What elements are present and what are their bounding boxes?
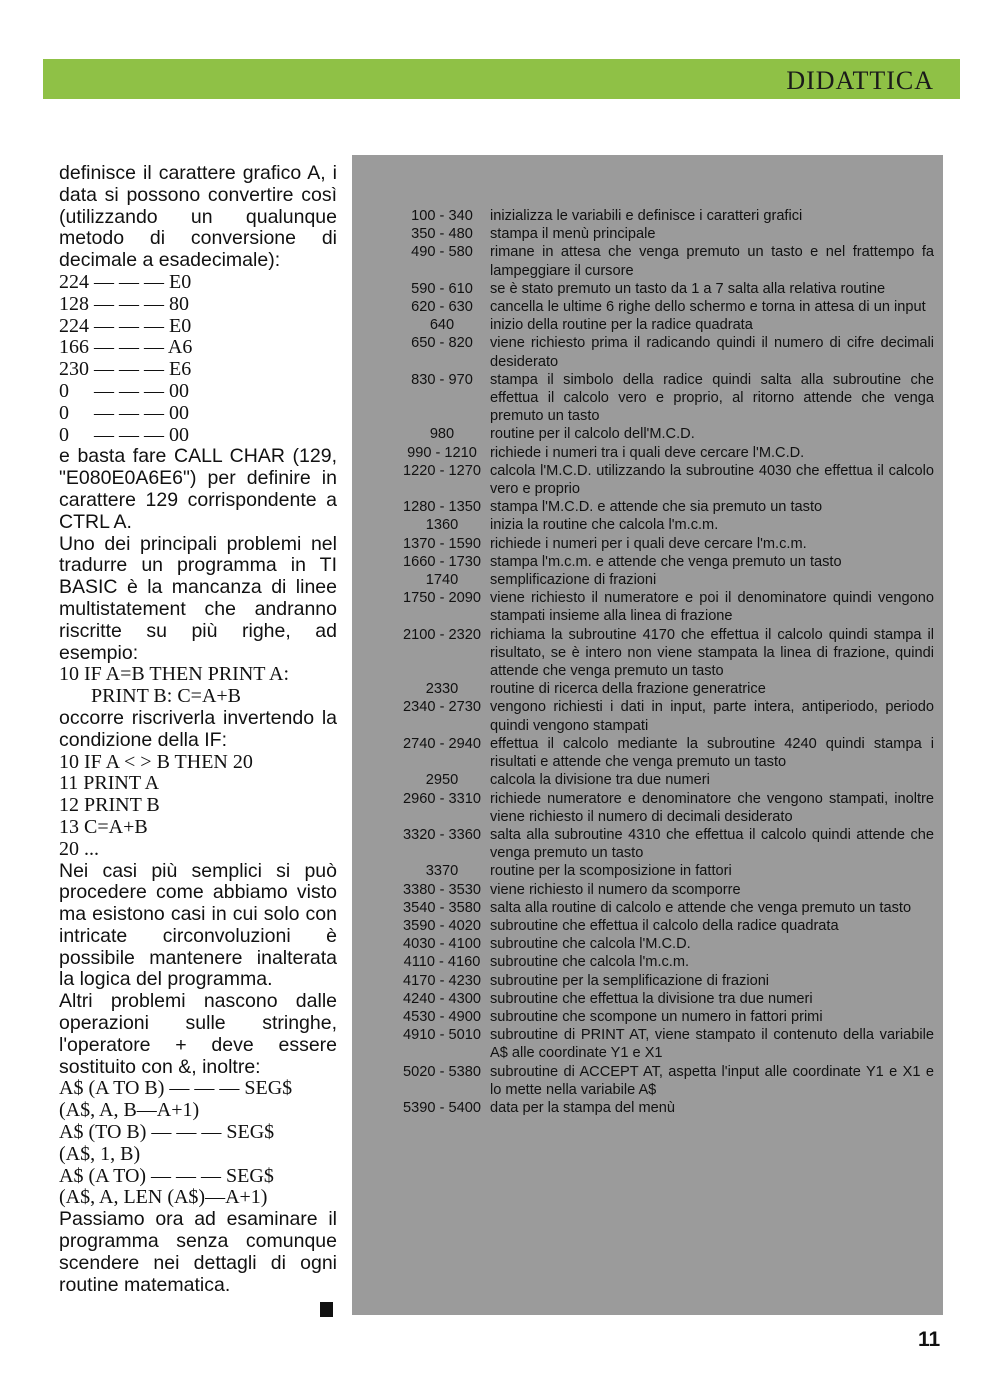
line-range: 4110 - 4160 [403,954,481,971]
routine-description: subroutine per la semplificazione di frazioni [490,972,770,989]
routine-row [394,243,934,279]
code-line: A$ (A TO) — — — SEG$ [59,1164,274,1187]
paragraph-simple-cases: Nei casi più semplici si può procedere come abbiamo visto ma esistono casi in cui solo con intricate circonvoluzioni è possibile mantenere inalterata la logica del programma. [59,859,337,991]
routine-row [394,790,934,826]
routine-description: inizia la routine che calcola l'm.c.m. [490,517,719,534]
line-range: 100 - 340 [411,208,473,224]
routine-description: stampa l'm.c.m. e attende che venga premuto un tasto [490,553,842,570]
conversion-line: 224 — — — E0 [59,314,192,337]
line-range: 490 - 580 [411,244,473,261]
line-range: 640 [429,317,455,334]
routine-row [394,371,934,426]
line-range: 4530 - 4900 [403,1008,481,1025]
line-range: 1740 [425,572,459,589]
routine-row [394,207,934,225]
conversion-line: 0 — — — 00 [59,423,189,446]
routine-description: subroutine che scompone un numero in fattori primi [490,1008,823,1025]
conversion-line: 230 — — — E6 [59,358,192,381]
code-line: PRINT B: C=A+B [91,685,241,708]
routine-description: subroutine che effettua la divisione tra due numeri [490,990,813,1007]
routine-description: routine per la scomposizione in fattori [490,863,732,880]
line-range: 1370 - 1590 [403,535,481,552]
string-examples [59,1078,337,1209]
code-line: 12 PRINT B [59,794,160,817]
routine-description: semplificazione di frazioni [490,572,657,589]
code-line: 13 C=A+B [59,815,148,838]
routine-row [394,1063,934,1099]
routine-description: stampa il simbolo della radice quindi salta alla subroutine che effettua il calcolo vero e proprio, al ritorno attende che venga premuto un tasto [490,371,934,425]
routine-row [394,425,934,443]
routine-row [394,1099,934,1117]
routine-description: calcola la divisione tra due numeri [490,772,710,789]
routine-description: inizializza le variabili e definisce i caratteri grafici [490,208,803,224]
routine-description: subroutine di PRINT AT, viene stampato il contenuto della variabile A$ alle coordinate Y1 e X1 [490,1027,934,1062]
routine-row [394,899,934,917]
routine-row [394,334,934,370]
line-range: 1360 [425,517,459,534]
code-line: 11 PRINT A [59,772,160,795]
routine-description: viene richiesto prima il radicando quindi il numero di cifre decimali desiderato [490,335,934,370]
routine-row [394,881,934,899]
line-range: 2100 - 2320 [403,626,481,643]
routine-row [394,498,934,516]
routine-row [394,935,934,953]
routine-description: data per la stampa del menù [490,1099,675,1116]
line-range: 590 - 610 [411,280,473,297]
paragraph-multistatement: Uno dei principali problemi nel tradurre un programma in TI BASIC è la mancanza di linee multistatement che andranno riscritte su più righe, ad esempio: [59,532,337,664]
line-range: 2740 - 2940 [403,735,481,752]
line-range: 980 [429,426,455,443]
line-range: 1220 - 1270 [403,462,481,479]
routine-row [394,589,934,625]
routine-row [394,298,934,316]
routine-description: routine di ricerca della frazione generatrice [490,681,766,698]
routine-list [394,207,934,1117]
routine-description: richiama la subroutine 4170 che effettua il calcolo quindi stampa il risultato, se è intero non viene stampata la linea di frazione, quindi attende che venga premuto un tasto [490,626,934,680]
paragraph-strings: Altri problemi nascono dalle operazioni sulle stringhe, l'operatore + deve essere sostituito con &, inoltre: [59,990,337,1078]
routine-description: subroutine che effettua il calcolo della radice quadrata [490,917,839,934]
line-range: 2330 [425,681,459,698]
routine-row [394,862,934,880]
routine-row [394,444,934,462]
code-line: (A$, 1, B) [59,1142,141,1165]
line-range: 830 - 970 [411,371,473,388]
code-line: (A$, A, B—A+1) [59,1099,200,1122]
routine-row [394,1008,934,1026]
routine-description: cancella le ultime 6 righe dello schermo e torna in attesa di un input [490,299,926,316]
routine-description: routine per il calcolo dell'M.C.D. [490,426,695,443]
routine-row [394,680,934,698]
code-line: (A$, A, LEN (A$)—A+1) [59,1186,268,1209]
routine-description: inizio della routine per la radice quadrata [490,317,753,334]
routine-description: calcola l'M.C.D. utilizzando la subroutine 4030 che effettua il calcolo vero e proprio [490,462,934,498]
routine-row [394,735,934,771]
conversion-line: 0 — — — 00 [59,379,189,402]
line-range: 1750 - 2090 [403,590,481,607]
line-range: 990 - 1210 [407,444,477,461]
line-range: 2960 - 3310 [403,790,481,807]
routine-row [394,698,934,734]
conversion-line: 0 — — — 00 [59,401,189,424]
routine-row [394,826,934,862]
conversion-line: 166 — — — A6 [59,336,193,359]
line-range: 3320 - 3360 [403,826,481,843]
routine-row [394,972,934,990]
line-range: 3370 [425,863,459,880]
routine-description: viene richiesto il numero da scomporre [490,881,741,898]
routine-row [394,1026,934,1062]
routine-row [394,571,934,589]
line-range: 2950 [425,772,459,789]
article-text-column [59,163,337,1296]
routine-description: effettua il calcolo mediante la subroutine 4240 quindi stampa i risultati e attende che venga premuto un tasto [490,735,934,771]
conversion-table [59,272,337,446]
page-number: 11 [918,1328,941,1351]
code-line: 10 IF A < > B THEN 20 [59,750,253,773]
routine-list-box [352,155,943,1315]
line-range: 3380 - 3530 [403,881,481,898]
line-range: 4240 - 4300 [403,990,481,1007]
line-range: 350 - 480 [411,226,473,243]
paragraph-rewrite: occorre riscriverla invertendo la condizione della IF: [59,706,337,751]
routine-row [394,917,934,935]
routine-description: richiede i numeri tra i quali deve cercare l'M.C.D. [490,444,805,461]
code-example [59,752,337,861]
code-line: A$ (TO B) — — — SEG$ [59,1121,275,1144]
line-range: 620 - 630 [411,299,473,316]
paragraph-closing: Passiamo ora ad esaminare il programma senza comunque scendere nei dettagli di ogni routine matematica. [59,1208,337,1296]
routine-description: subroutine che calcola l'm.c.m. [490,954,690,971]
line-range: 2340 - 2730 [403,699,481,716]
routine-row [394,771,934,789]
paragraph-intro: definisce il carattere grafico A, i data si possono convertire così (utilizzando un qualunque metodo di conversione di decimale a esadecimale): [59,162,337,272]
routine-row [394,280,934,298]
routine-description: salta alla subroutine 4310 che effettua il calcolo quindi attende che venga premuto un tasto [490,826,934,862]
routine-row [394,225,934,243]
code-line: A$ (A TO B) — — — SEG$ [59,1077,293,1100]
conversion-line: 128 — — — 80 [59,292,189,315]
routine-description: rimane in attesa che venga premuto un tasto e nel frattempo fa lampeggiare il cursore [490,244,934,279]
end-of-article-square [320,1302,333,1317]
conversion-line: 224 — — — E0 [59,270,192,293]
routine-row [394,462,934,498]
routine-description: viene richiesto il numeratore e poi il denominatore quindi vengono stampati insieme alla linea di frazione [490,590,934,625]
routine-row [394,626,934,681]
code-line: 20 ... [59,837,99,860]
routine-description: se è stato premuto un tasto da 1 a 7 salta alla relativa routine [490,280,886,297]
line-range: 650 - 820 [411,335,473,352]
paragraph-call-char: e basta fare CALL CHAR (129, "E080E0A6E6") per definire in carattere 129 corrispondente a CTRL A. [59,445,337,533]
routine-row [394,953,934,971]
line-range: 5020 - 5380 [403,1063,481,1080]
line-range: 1280 - 1350 [403,499,481,516]
routine-row [394,516,934,534]
routine-row [394,990,934,1008]
routine-row [394,316,934,334]
code-line: 10 IF A=B THEN PRINT A: [59,663,290,686]
line-range: 3540 - 3580 [403,899,481,916]
routine-description: vengono richiesti i dati in input, parte intera, antiperiodo, periodo quindi vengono stampati [490,699,934,734]
line-range: 1660 - 1730 [403,553,481,570]
routine-description: richiede i numeri per i quali deve cercare l'm.c.m. [490,535,807,552]
routine-row [394,553,934,571]
routine-description: richiede numeratore e denominatore che vengono stampati, inoltre viene richiesto il numero di decimali desiderato [490,790,934,825]
line-range: 5390 - 5400 [403,1099,481,1116]
routine-description: stampa l'M.C.D. e attende che sia premuto un tasto [490,499,823,516]
line-range: 4170 - 4230 [403,972,481,989]
line-range: 4030 - 4100 [403,936,481,953]
routine-description: subroutine di ACCEPT AT, aspetta l'input alle coordinate Y1 e X1 e lo mette nella variabile A$ [490,1063,934,1098]
routine-description: subroutine che calcola l'M.C.D. [490,936,691,953]
section-title: DIDATTICA [786,66,934,95]
line-range: 4910 - 5010 [403,1027,481,1044]
section-header-band [43,59,960,99]
line-range: 3590 - 4020 [403,917,481,934]
routine-row [394,535,934,553]
routine-description: salta alla routine di calcolo e attende che venga premuto un tasto [490,899,912,916]
routine-description: stampa il menù principale [490,226,656,243]
